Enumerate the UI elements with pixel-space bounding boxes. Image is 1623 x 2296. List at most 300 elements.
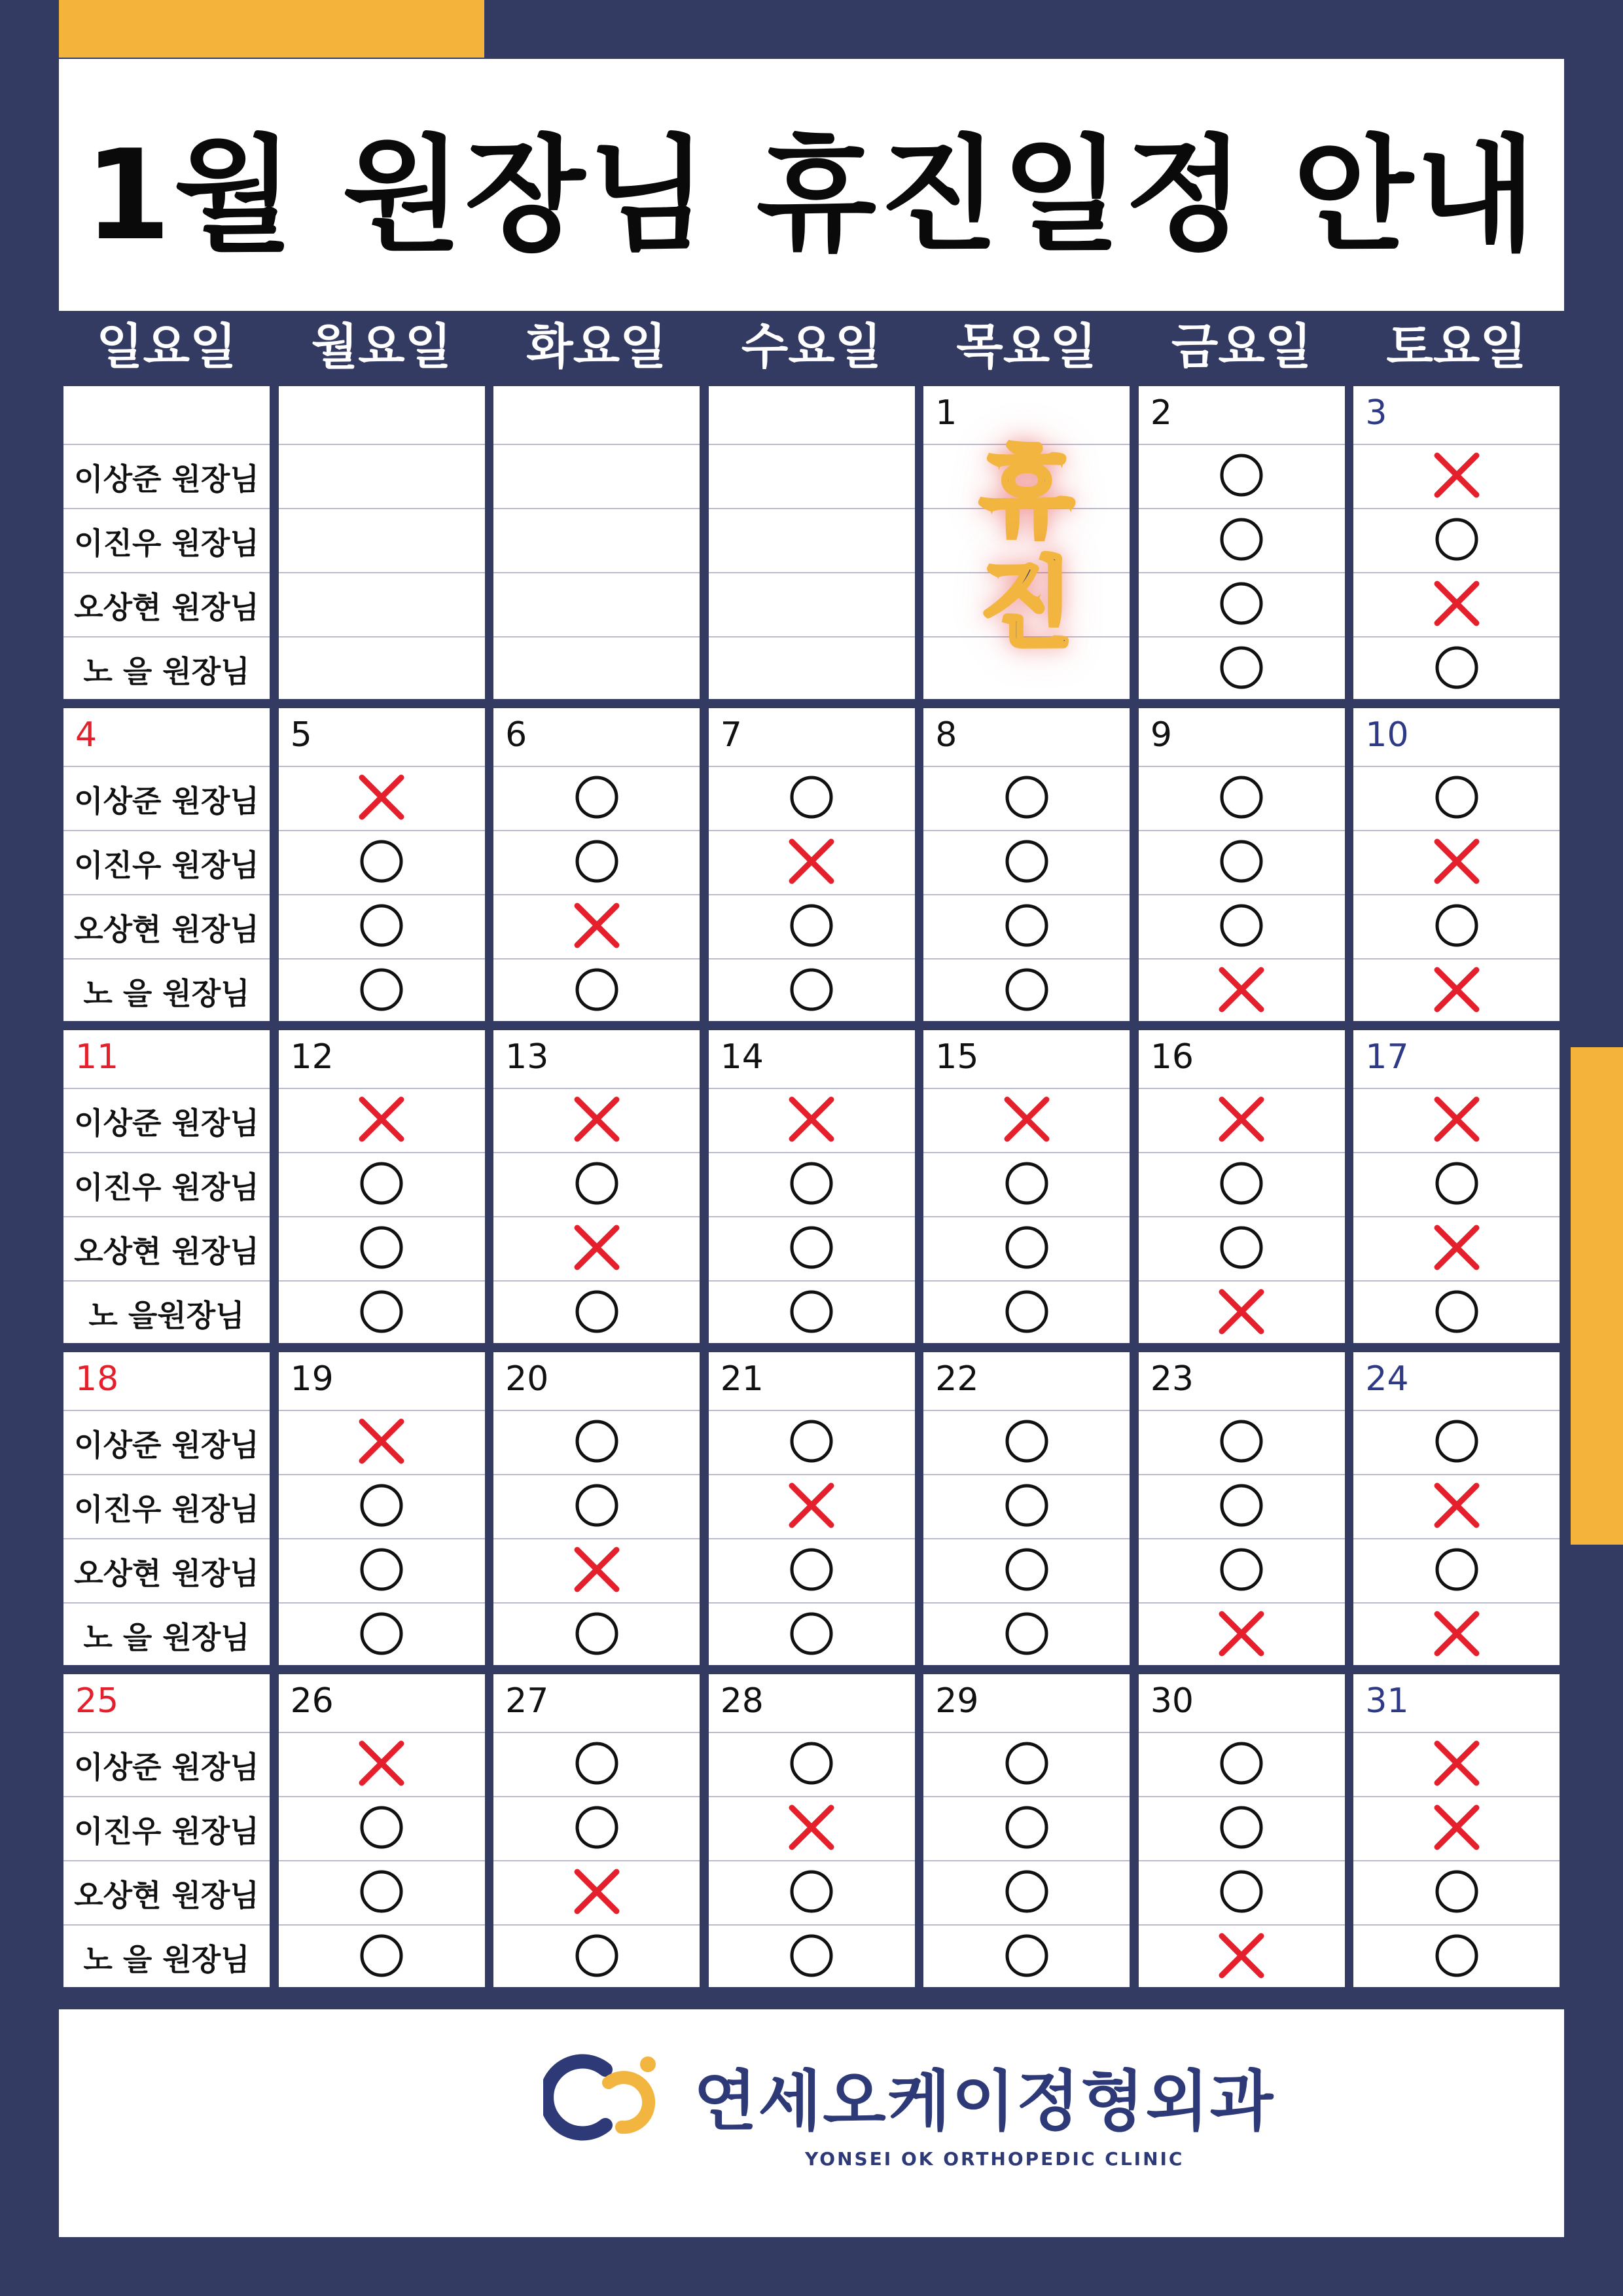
row-divider: [1353, 1602, 1560, 1604]
off-mark-x: [1433, 1096, 1480, 1143]
doctor-name: 오상현 원장님: [74, 1556, 259, 1591]
open-mark-circle: [788, 1932, 835, 1979]
closed-day-label: [979, 438, 1074, 660]
open-mark-circle: [788, 1610, 835, 1657]
open-mark-circle: [1218, 1804, 1265, 1851]
row-divider: [493, 572, 700, 573]
row-divider: [63, 1924, 270, 1926]
open-mark-circle: [358, 1482, 405, 1529]
row-divider: [63, 1602, 270, 1604]
open-mark-circle: [788, 1160, 835, 1207]
doctor-name: 오상현 원장님: [74, 1234, 259, 1269]
off-mark-x: [1433, 1482, 1480, 1529]
day-cell: [279, 386, 485, 699]
row-divider: [709, 1216, 915, 1217]
row-divider: [1139, 1538, 1345, 1539]
date-number: 22: [935, 1359, 979, 1399]
open-mark-circle: [1218, 1418, 1265, 1465]
row-divider: [923, 1924, 1130, 1926]
open-mark-circle: [788, 1868, 835, 1915]
weekday-saturday: 토요일: [1386, 319, 1527, 375]
row-divider: [923, 1538, 1130, 1539]
row-divider: [709, 1152, 915, 1153]
day-cell: [1353, 1674, 1560, 1987]
row-divider: [1139, 1152, 1345, 1153]
row-divider: [1139, 766, 1345, 767]
open-mark-circle: [788, 774, 835, 821]
open-mark-circle: [1433, 774, 1480, 821]
weekday-tuesday: 화요일: [526, 319, 667, 375]
date-number: 4: [75, 715, 98, 755]
row-divider: [493, 1538, 700, 1539]
date-number: 20: [505, 1359, 549, 1399]
open-mark-circle: [1003, 966, 1050, 1013]
row-divider: [1353, 894, 1560, 895]
open-mark-circle: [788, 966, 835, 1013]
open-mark-circle: [358, 1160, 405, 1207]
open-mark-circle: [1433, 644, 1480, 691]
off-mark-x: [788, 1804, 835, 1851]
row-divider: [1353, 1474, 1560, 1475]
row-divider: [709, 1732, 915, 1733]
row-divider: [1353, 1796, 1560, 1797]
doctor-name: 이상준 원장님: [74, 1749, 259, 1785]
row-divider: [709, 1474, 915, 1475]
row-divider: [709, 766, 915, 767]
off-mark-x: [358, 1740, 405, 1787]
date-number: 11: [75, 1037, 119, 1077]
title-banner: [59, 59, 1564, 311]
row-divider: [923, 894, 1130, 895]
row-divider: [63, 508, 270, 509]
row-divider: [1139, 1280, 1345, 1282]
open-mark-circle: [573, 1288, 620, 1335]
day-cell: [279, 708, 485, 1021]
row-divider: [493, 1216, 700, 1217]
row-divider: [63, 766, 270, 767]
day-cell: [1139, 1352, 1345, 1665]
clinic-logo-icon: [543, 2050, 674, 2142]
row-divider: [493, 1280, 700, 1282]
row-divider: [493, 1796, 700, 1797]
open-mark-circle: [1218, 1546, 1265, 1593]
date-number: 5: [290, 715, 312, 755]
row-divider: [279, 1474, 485, 1475]
open-mark-circle: [1433, 1288, 1480, 1335]
off-mark-x: [1433, 1804, 1480, 1851]
off-mark-x: [1433, 580, 1480, 627]
row-divider: [923, 1216, 1130, 1217]
open-mark-circle: [1218, 580, 1265, 627]
open-mark-circle: [358, 966, 405, 1013]
weekday-thursday: 목요일: [956, 319, 1097, 375]
row-divider: [1353, 444, 1560, 445]
day-cell: [493, 386, 700, 699]
weekday-monday: 월요일: [311, 319, 452, 375]
row-divider: [1139, 1474, 1345, 1475]
open-mark-circle: [788, 1288, 835, 1335]
off-mark-x: [573, 902, 620, 949]
row-divider: [709, 1602, 915, 1604]
date-number: 24: [1365, 1359, 1409, 1399]
date-number: 6: [505, 715, 527, 755]
day-cell: [709, 708, 915, 1021]
row-divider: [493, 1088, 700, 1089]
row-divider: [279, 636, 485, 637]
row-divider: [493, 444, 700, 445]
open-mark-circle: [358, 1932, 405, 1979]
row-divider: [1353, 958, 1560, 960]
row-divider: [493, 1152, 700, 1153]
row-divider: [493, 1602, 700, 1604]
clinic-name-english: YONSEI OK ORTHOPEDIC CLINIC: [805, 2148, 1185, 2170]
date-number: 13: [505, 1037, 549, 1077]
row-divider: [1139, 958, 1345, 960]
row-divider: [279, 1280, 485, 1282]
open-mark-circle: [573, 838, 620, 885]
open-mark-circle: [1218, 838, 1265, 885]
row-divider: [709, 1538, 915, 1539]
day-cell: [1353, 1030, 1560, 1343]
row-divider: [1353, 1088, 1560, 1089]
row-divider: [709, 636, 915, 637]
off-mark-x: [1433, 1224, 1480, 1271]
row-divider: [1353, 1860, 1560, 1861]
open-mark-circle: [1218, 1224, 1265, 1271]
row-divider: [1353, 636, 1560, 637]
date-number: 26: [290, 1681, 334, 1721]
open-mark-circle: [1003, 1160, 1050, 1207]
open-mark-circle: [1003, 1224, 1050, 1271]
row-divider: [1139, 1796, 1345, 1797]
off-mark-x: [1003, 1096, 1050, 1143]
open-mark-circle: [1433, 1160, 1480, 1207]
doctor-name: 노 을 원장님: [83, 654, 250, 689]
calendar-week: [59, 1674, 1564, 1987]
weekday-sunday: 일요일: [96, 319, 237, 375]
row-divider: [1139, 830, 1345, 831]
open-mark-circle: [1218, 902, 1265, 949]
row-divider: [493, 830, 700, 831]
open-mark-circle: [1433, 1418, 1480, 1465]
date-number: 17: [1365, 1037, 1409, 1077]
calendar-week: [59, 1352, 1564, 1665]
open-mark-circle: [573, 774, 620, 821]
date-number: 14: [720, 1037, 764, 1077]
open-mark-circle: [1218, 1868, 1265, 1915]
off-mark-x: [1218, 1932, 1265, 1979]
row-divider: [1353, 1216, 1560, 1217]
doctor-name-column: [63, 708, 270, 1021]
date-number: 27: [505, 1681, 549, 1721]
off-mark-x: [1218, 1610, 1265, 1657]
row-divider: [493, 1732, 700, 1733]
date-number: 21: [720, 1359, 764, 1399]
off-mark-x: [1218, 1096, 1265, 1143]
off-mark-x: [573, 1546, 620, 1593]
row-divider: [279, 508, 485, 509]
row-divider: [279, 572, 485, 573]
open-mark-circle: [358, 1610, 405, 1657]
row-divider: [63, 1538, 270, 1539]
open-mark-circle: [1003, 838, 1050, 885]
open-mark-circle: [1218, 1482, 1265, 1529]
date-number: 29: [935, 1681, 979, 1721]
open-mark-circle: [1433, 902, 1480, 949]
doctor-name: 오상현 원장님: [74, 1878, 259, 1913]
open-mark-circle: [573, 1160, 620, 1207]
open-mark-circle: [1218, 1160, 1265, 1207]
doctor-name: 이진우 원장님: [74, 526, 259, 561]
date-number: 23: [1150, 1359, 1194, 1399]
row-divider: [1139, 1410, 1345, 1411]
row-divider: [923, 1732, 1130, 1733]
row-divider: [923, 1474, 1130, 1475]
off-mark-x: [573, 1224, 620, 1271]
calendar-week: [59, 708, 1564, 1021]
open-mark-circle: [1003, 1418, 1050, 1465]
weekday-wednesday: 수요일: [741, 319, 882, 375]
calendar-week: [59, 1030, 1564, 1343]
off-mark-x: [788, 1482, 835, 1529]
row-divider: [1139, 508, 1345, 509]
open-mark-circle: [1003, 1932, 1050, 1979]
open-mark-circle: [573, 1418, 620, 1465]
doctor-name: 노 을 원장님: [83, 1942, 250, 1977]
row-divider: [1353, 1152, 1560, 1153]
day-cell: [493, 708, 700, 1021]
closed-label-char: 진: [979, 547, 1075, 662]
clinic-name-korean: 연세오케이정형외과: [694, 2063, 1275, 2140]
row-divider: [709, 1860, 915, 1861]
open-mark-circle: [1433, 516, 1480, 563]
doctor-name: 이상준 원장님: [74, 1105, 259, 1141]
day-cell: [709, 386, 915, 699]
open-mark-circle: [788, 1224, 835, 1271]
doctor-name: 노 을 원장님: [83, 1620, 250, 1655]
open-mark-circle: [1003, 774, 1050, 821]
open-mark-circle: [1003, 1804, 1050, 1851]
doctor-name: 노 을원장님: [88, 1298, 245, 1333]
off-mark-x: [1433, 838, 1480, 885]
row-divider: [493, 1410, 700, 1411]
row-divider: [709, 444, 915, 445]
day-cell: [279, 1030, 485, 1343]
date-number: 18: [75, 1359, 119, 1399]
row-divider: [63, 894, 270, 895]
day-cell: [1353, 1352, 1560, 1665]
date-number: 7: [720, 715, 742, 755]
row-divider: [493, 958, 700, 960]
row-divider: [63, 1280, 270, 1282]
date-number: 15: [935, 1037, 979, 1077]
row-divider: [279, 1216, 485, 1217]
row-divider: [1139, 1088, 1345, 1089]
row-divider: [279, 1924, 485, 1926]
open-mark-circle: [1218, 774, 1265, 821]
open-mark-circle: [358, 1868, 405, 1915]
row-divider: [709, 1796, 915, 1797]
off-mark-x: [788, 1096, 835, 1143]
open-mark-circle: [1003, 1740, 1050, 1787]
open-mark-circle: [1003, 1546, 1050, 1593]
row-divider: [63, 1216, 270, 1217]
day-cell: [279, 1352, 485, 1665]
row-divider: [63, 1410, 270, 1411]
row-divider: [923, 1602, 1130, 1604]
row-divider: [709, 958, 915, 960]
open-mark-circle: [1433, 1546, 1480, 1593]
date-number: 1: [935, 393, 957, 433]
row-divider: [63, 572, 270, 573]
row-divider: [1139, 1216, 1345, 1217]
row-divider: [1139, 1860, 1345, 1861]
row-divider: [279, 1410, 485, 1411]
day-cell: [1139, 1030, 1345, 1343]
row-divider: [279, 444, 485, 445]
day-cell: [493, 1352, 700, 1665]
doctor-name: 이진우 원장님: [74, 1170, 259, 1205]
day-cell: [923, 708, 1130, 1021]
off-mark-x: [1433, 1610, 1480, 1657]
doctor-name-column: [63, 1030, 270, 1343]
date-number: 28: [720, 1681, 764, 1721]
day-cell: [279, 1674, 485, 1987]
row-divider: [279, 830, 485, 831]
row-divider: [1353, 1410, 1560, 1411]
row-divider: [493, 636, 700, 637]
row-divider: [279, 1538, 485, 1539]
open-mark-circle: [1218, 1740, 1265, 1787]
clinic-logo: [543, 2049, 1274, 2143]
off-mark-x: [1433, 452, 1480, 499]
row-divider: [709, 508, 915, 509]
row-divider: [1139, 1732, 1345, 1733]
open-mark-circle: [358, 902, 405, 949]
row-divider: [1353, 1538, 1560, 1539]
row-divider: [1139, 572, 1345, 573]
day-cell: [1353, 386, 1560, 699]
row-divider: [279, 1088, 485, 1089]
open-mark-circle: [1003, 1288, 1050, 1335]
open-mark-circle: [358, 1804, 405, 1851]
row-divider: [923, 1796, 1130, 1797]
row-divider: [1353, 1280, 1560, 1282]
row-divider: [1353, 1924, 1560, 1926]
row-divider: [709, 572, 915, 573]
row-divider: [279, 766, 485, 767]
doctor-name: 오상현 원장님: [74, 912, 259, 947]
row-divider: [493, 1860, 700, 1861]
open-mark-circle: [788, 1546, 835, 1593]
row-divider: [63, 636, 270, 637]
doctor-name: 이상준 원장님: [74, 461, 259, 497]
row-divider: [1139, 636, 1345, 637]
day-cell: [1139, 386, 1345, 699]
day-cell: [923, 386, 1130, 699]
row-divider: [63, 1796, 270, 1797]
date-number: 16: [1150, 1037, 1194, 1077]
day-cell: [1139, 708, 1345, 1021]
open-mark-circle: [788, 902, 835, 949]
row-divider: [279, 1602, 485, 1604]
row-divider: [709, 1280, 915, 1282]
row-divider: [923, 1860, 1130, 1861]
open-mark-circle: [358, 838, 405, 885]
open-mark-circle: [573, 1740, 620, 1787]
day-cell: [493, 1674, 700, 1987]
doctor-name-column: [63, 1352, 270, 1665]
date-number: 30: [1150, 1681, 1194, 1721]
row-divider: [709, 894, 915, 895]
row-divider: [923, 958, 1130, 960]
row-divider: [923, 1088, 1130, 1089]
date-number: 2: [1150, 393, 1172, 433]
open-mark-circle: [1218, 452, 1265, 499]
open-mark-circle: [573, 1804, 620, 1851]
open-mark-circle: [1003, 1482, 1050, 1529]
row-divider: [279, 1152, 485, 1153]
row-divider: [709, 1924, 915, 1926]
off-mark-x: [573, 1868, 620, 1915]
row-divider: [1353, 508, 1560, 509]
open-mark-circle: [1218, 516, 1265, 563]
open-mark-circle: [1433, 1868, 1480, 1915]
row-divider: [1139, 1602, 1345, 1604]
row-divider: [493, 766, 700, 767]
row-divider: [1139, 1924, 1345, 1926]
off-mark-x: [1433, 1740, 1480, 1787]
doctor-name: 오상현 원장님: [74, 590, 259, 625]
calendar-week: [59, 386, 1564, 699]
closed-label-char: 휴: [979, 436, 1075, 550]
day-cell: [923, 1352, 1130, 1665]
row-divider: [63, 444, 270, 445]
open-mark-circle: [573, 966, 620, 1013]
date-number: 31: [1365, 1681, 1409, 1721]
day-cell: [923, 1674, 1130, 1987]
row-divider: [923, 1410, 1130, 1411]
row-divider: [923, 1152, 1130, 1153]
corner-accent-top-left-diagonal: [0, 0, 59, 59]
corner-accent-top-left: [0, 0, 484, 58]
row-divider: [63, 830, 270, 831]
row-divider: [493, 1474, 700, 1475]
open-mark-circle: [573, 1610, 620, 1657]
row-divider: [923, 830, 1130, 831]
row-divider: [63, 1860, 270, 1861]
row-divider: [1353, 1732, 1560, 1733]
off-mark-x: [358, 774, 405, 821]
row-divider: [923, 766, 1130, 767]
date-number: 19: [290, 1359, 334, 1399]
open-mark-circle: [1003, 1610, 1050, 1657]
day-cell: [709, 1352, 915, 1665]
off-mark-x: [1218, 966, 1265, 1013]
open-mark-circle: [1003, 902, 1050, 949]
doctor-name: 노 을 원장님: [83, 976, 250, 1011]
row-divider: [279, 894, 485, 895]
row-divider: [1139, 444, 1345, 445]
date-number: 12: [290, 1037, 334, 1077]
row-divider: [279, 1860, 485, 1861]
doctor-name: 이진우 원장님: [74, 848, 259, 883]
open-mark-circle: [358, 1288, 405, 1335]
open-mark-circle: [788, 1418, 835, 1465]
row-divider: [493, 508, 700, 509]
row-divider: [709, 1410, 915, 1411]
open-mark-circle: [358, 1224, 405, 1271]
